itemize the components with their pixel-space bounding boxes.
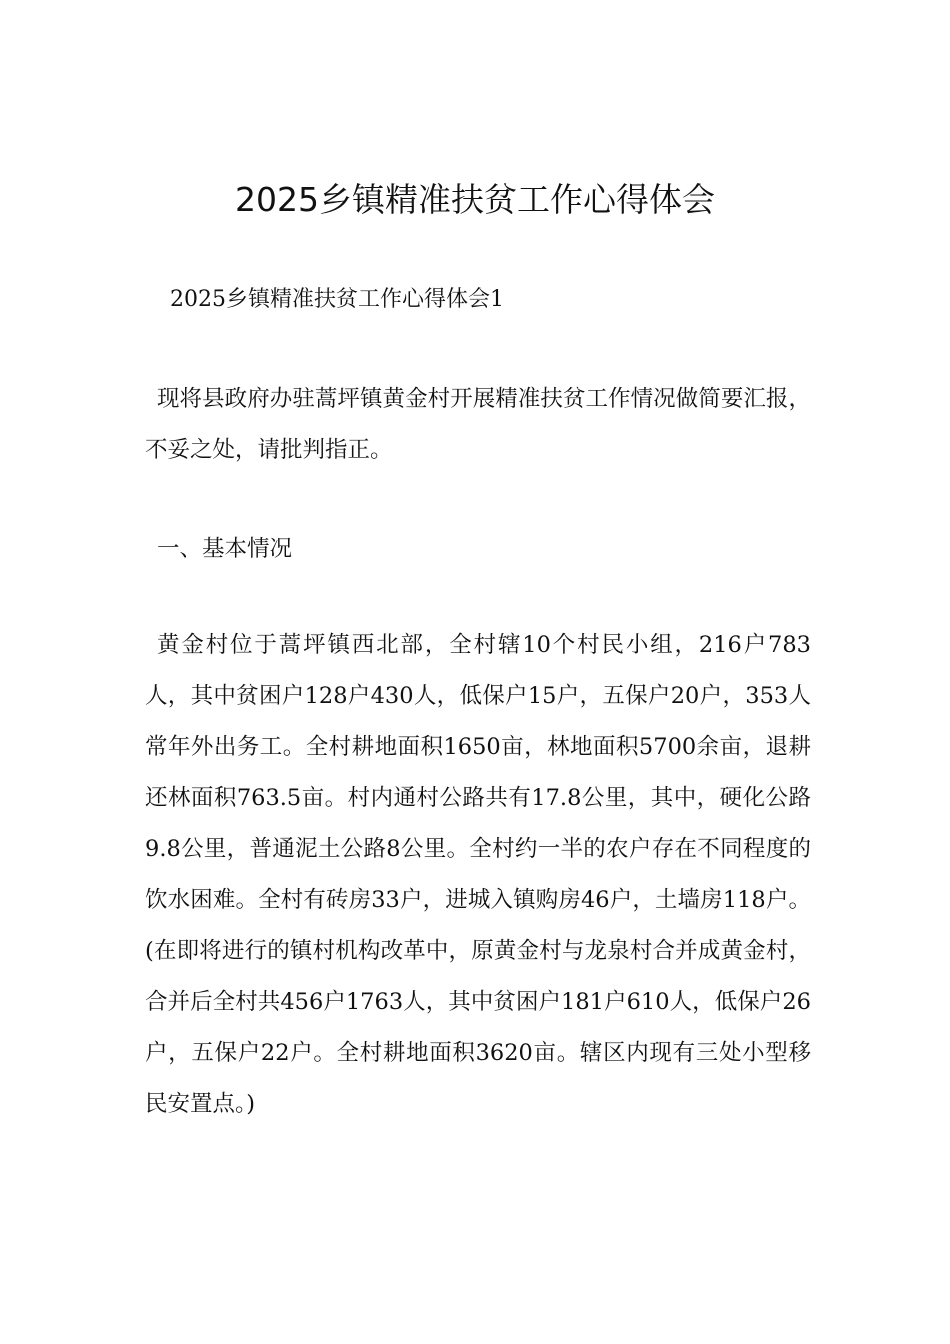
- document-title: 2025乡镇精准扶贫工作心得体会: [235, 180, 715, 219]
- intro-paragraph: 现将县政府办驻蒿坪镇黄金村开展精准扶贫工作情况做简要汇报，不妥之处，请批判指正。: [145, 386, 811, 463]
- section-heading: 一、基本情况: [157, 536, 293, 562]
- body-paragraph: 黄金村位于蒿坪镇西北部，全村辖10个村民小组，216户783人，其中贫困户128户430人，低保户15户，五保户20户，353人常年外出务工。全村耕地面积1650亩，林地面积5700余亩，退耕还林面积763.5亩。村内通村公路共有17.8公里，其中，硬化公路9.8公里，普通泥土公路8公里。全村约一半的农户存在不同程度的饮水困难。全村有砖房33户，进城入镇购房46户，土墙房118户。(在即将进行的镇村机构改革中，原黄金村与龙泉村合并成黄金村，合并后全村共456户1763人，其中贫困户181户610人，低保户26户，五保户22户。全村耕地面积3620亩。辖区内现有三处小型移民安置点。): [145, 632, 811, 1117]
- document-subtitle: 2025乡镇精准扶贫工作心得体会1: [170, 287, 504, 312]
